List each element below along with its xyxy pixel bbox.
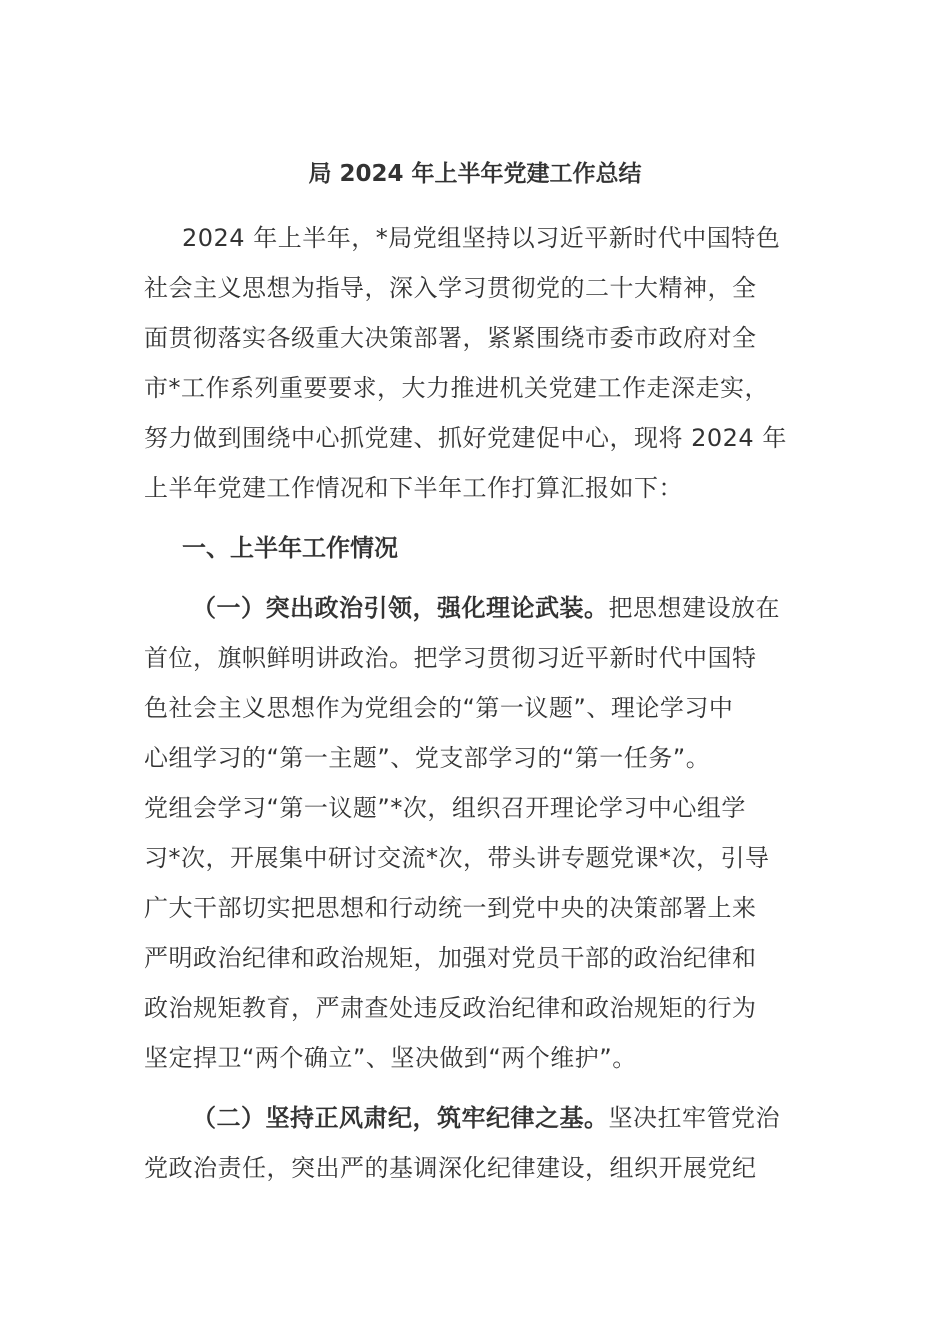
section-paragraph-2	[144, 1093, 808, 1193]
document-title: 局 2024 年上半年党建工作总结	[308, 161, 642, 187]
section-2-lead: （二）坚持正风肃纪，筑牢纪律之基。	[192, 1104, 609, 1132]
section-paragraph-1	[144, 583, 808, 1083]
intro-paragraph: 2024 年上半年，*局党组坚持以习近平新时代中国特色 社会主义思想为指导，深入学习贯彻党的二十大精神，全 面贯彻落实各级重大决策部署，紧紧围绕市委市政府对全 市*工作系列重要要求，大力推进机关党建工作走深走实， 努力做到围绕中心抓党建、抓好党建促中心，现将 2024 年 上半年党建工作情况和下半年工作打算汇报如下：	[144, 224, 787, 502]
section-1-lead: （一）突出政治引领，强化理论武装。	[192, 594, 609, 622]
section-heading: 一、上半年工作情况	[182, 534, 398, 562]
section-1-body: 把思想建设放在 首位，旗帜鲜明讲政治。把学习贯彻习近平新时代中国特 色社会主义思想作为党组会的“第一议题”、理论学习中 心组学习的“第一主题”、党支部学习的“第一任务”。 党组会学习“第一议题”*次，组织召开理论学习中心组学 习*次，开展集中研讨交流*次，带头讲专题党课*次，引导 广大干部切实把思想和行动统一到党中央的决策部署上来 严明政治纪律和政治规矩，加强对党员干部的政治纪律和 政治规矩教育，严肃查处违反政治纪律和政治规矩的行为 坚定捍卫“两个确立”、坚决做到“两个维护”。	[144, 594, 780, 1072]
section-2-body: 坚决扛牢管党治 党政治责任，突出严的基调深化纪律建设，组织开展党纪	[144, 1104, 780, 1182]
